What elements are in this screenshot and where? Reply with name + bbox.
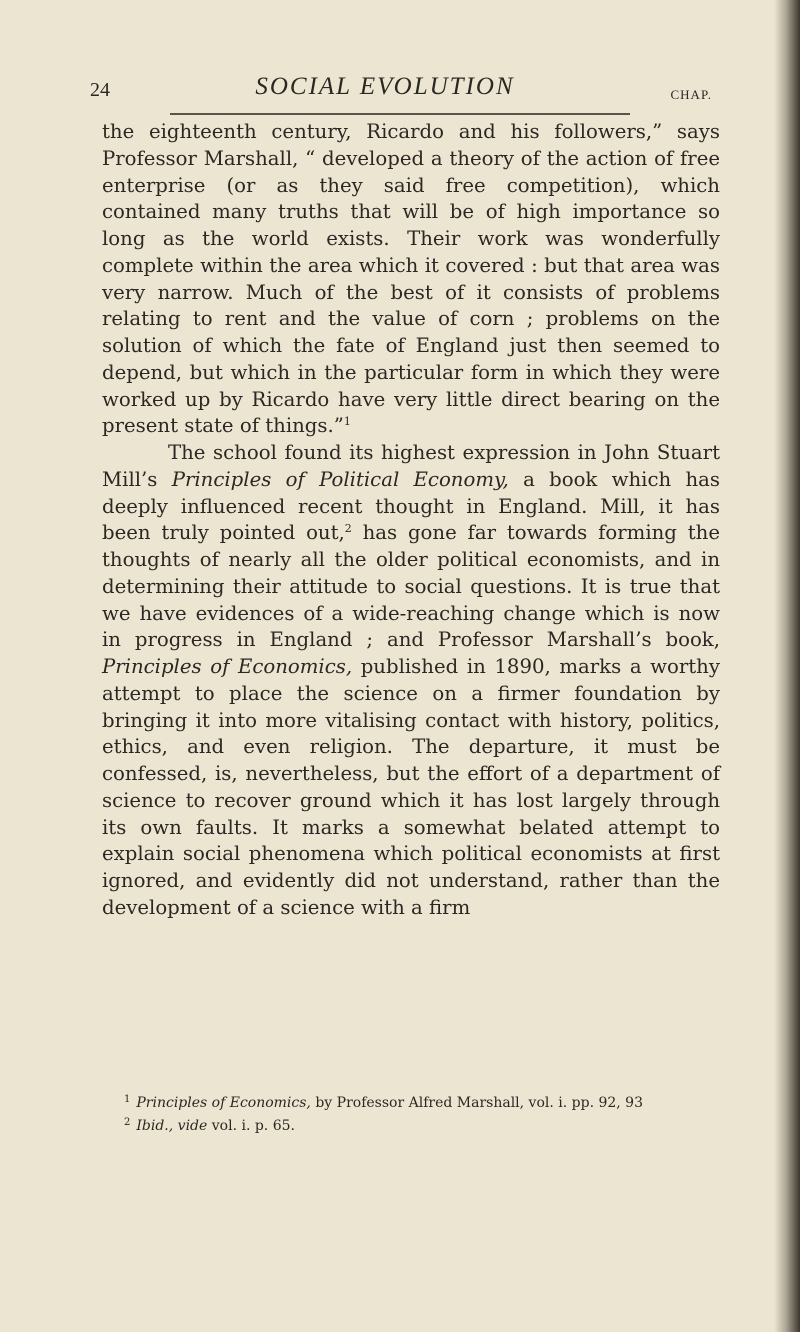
header-rule xyxy=(170,113,630,115)
paragraph-text: The school found its highest expression in John Stuart Mill’s xyxy=(102,441,720,491)
running-title: SOCIAL EVOLUTION xyxy=(255,73,515,100)
footnote-title: Principles of Economics, xyxy=(136,1095,311,1111)
footnote-ref: 2 xyxy=(344,522,352,536)
page-header xyxy=(0,73,800,109)
footnote xyxy=(102,1090,722,1113)
paragraph-text: has gone far towards forming the thoughts of nearly all the older political economists, and in determining their attitude to social questions. It is true that we have evidences of a wide-reaching change which is now in progress in England ; and Professor Marshall’s book, xyxy=(102,521,720,652)
book-title: Principles of Economics, xyxy=(102,655,353,678)
footnote-number: 1 xyxy=(124,1094,131,1105)
footnote-ref: 1 xyxy=(343,415,351,429)
chapter-label: CHAP. xyxy=(670,87,712,102)
footnote-text: vol. i. p. 65. xyxy=(207,1118,295,1134)
footnote xyxy=(102,1113,722,1136)
paragraph-text: the eighteenth century, Ricardo and his followers,” says Professor Marshall, “ developed a theory of the action of free enterprise (or as they said free competition), which contained many truths that will be of high importance so long as the world exists. Their work was wonderfully complete within the area which it covered : but that area was very narrow. Much of the best of it consists of problems relating to rent and the value of corn ; problems on the solution of which the fate of England just then seemed to depend, but which in the particular form in which they were worked up by Ricardo have very little direct bearing on the present state of things.” xyxy=(102,120,720,438)
page-number: 24 xyxy=(90,79,110,101)
page-edge-shadow xyxy=(774,0,800,1332)
paragraph-text: published in 1890, marks a worthy attempt to place the science on a firmer foundation by bringing it into more vitalising contact with history, politics, ethics, and even religion. The departure, it must be confessed, is, nevertheless, but the effort of a department of science to recover ground which it has lost largely through its own faults. It marks a somewhat belated attempt to explain social phenomena which political economists at first ignored, and evidently did not understand, rather than the development of a science with a firm xyxy=(102,655,720,919)
footnote-text: by Professor Alfred Marshall, vol. i. pp. 92, 93 xyxy=(310,1095,643,1111)
body-text xyxy=(102,119,720,922)
paragraph xyxy=(102,119,720,440)
footnote-number: 2 xyxy=(124,1117,131,1128)
paragraph xyxy=(102,440,720,922)
footnotes xyxy=(102,1090,722,1136)
book-title: Principles of Political Economy, xyxy=(171,467,509,491)
footnote-title: Ibid., vide xyxy=(136,1118,208,1134)
paragraph-text: a book which has deeply influenced recent thought in England. Mill, it has been truly pointed out, xyxy=(102,467,721,545)
